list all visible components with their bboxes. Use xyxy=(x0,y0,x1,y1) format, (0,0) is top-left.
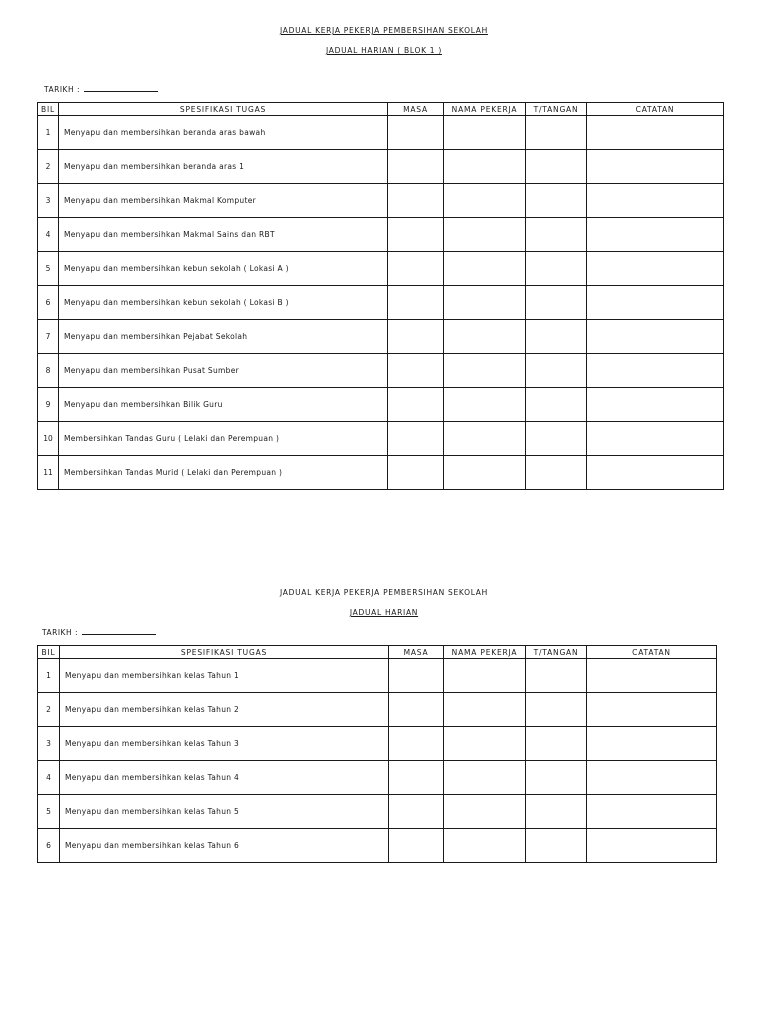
tandatangan-cell[interactable] xyxy=(526,252,587,286)
table-row xyxy=(38,252,724,286)
column-header: CATATAN xyxy=(587,646,717,659)
catatan-cell[interactable] xyxy=(587,422,724,456)
tandatangan-cell[interactable] xyxy=(526,218,587,252)
table-row xyxy=(38,829,717,863)
tandatangan-cell[interactable] xyxy=(526,150,587,184)
table-row xyxy=(38,320,724,354)
section1-title: JADUAL KERJA PEKERJA PEMBERSIHAN SEKOLAH xyxy=(280,26,488,35)
masa-cell[interactable] xyxy=(388,354,444,388)
section2-subtitle: JADUAL HARIAN xyxy=(349,608,419,617)
row-number: 3 xyxy=(38,727,60,761)
catatan-cell[interactable] xyxy=(587,116,724,150)
row-number: 2 xyxy=(38,150,59,184)
task-description: Menyapu dan membersihkan kelas Tahun 1 xyxy=(60,659,389,693)
nama-pekerja-cell[interactable] xyxy=(444,456,526,490)
catatan-cell[interactable] xyxy=(587,184,724,218)
masa-cell[interactable] xyxy=(388,184,444,218)
nama-pekerja-cell[interactable] xyxy=(444,422,526,456)
column-header: MASA xyxy=(388,103,444,116)
masa-cell[interactable] xyxy=(388,320,444,354)
row-number: 3 xyxy=(38,184,59,218)
catatan-cell[interactable] xyxy=(587,286,724,320)
task-description: Membersihkan Tandas Murid ( Lelaki dan Perempuan ) xyxy=(59,456,388,490)
nama-pekerja-cell[interactable] xyxy=(444,252,526,286)
masa-cell[interactable] xyxy=(388,116,444,150)
row-number: 1 xyxy=(38,116,59,150)
nama-pekerja-cell[interactable] xyxy=(444,184,526,218)
table-row xyxy=(38,218,724,252)
section2-date xyxy=(42,627,156,637)
table-row xyxy=(38,456,724,490)
tandatangan-cell[interactable] xyxy=(526,116,587,150)
column-header: SPESIFIKASI TUGAS xyxy=(59,103,388,116)
row-number: 6 xyxy=(38,829,60,863)
nama-pekerja-cell[interactable] xyxy=(444,354,526,388)
masa-cell[interactable] xyxy=(389,829,444,863)
task-description: Menyapu dan membersihkan beranda aras 1 xyxy=(59,150,388,184)
catatan-cell[interactable] xyxy=(587,218,724,252)
section2-date-field[interactable] xyxy=(82,627,156,635)
row-number: 7 xyxy=(38,320,59,354)
column-header: CATATAN xyxy=(587,103,724,116)
task-description: Menyapu dan membersihkan kebun sekolah ( Lokasi B ) xyxy=(59,286,388,320)
row-number: 2 xyxy=(38,693,60,727)
nama-pekerja-cell[interactable] xyxy=(444,761,526,795)
table-row xyxy=(38,659,717,693)
task-description: Menyapu dan membersihkan beranda aras bawah xyxy=(59,116,388,150)
section1-subtitle: JADUAL HARIAN ( BLOK 1 ) xyxy=(326,46,442,55)
masa-cell[interactable] xyxy=(388,388,444,422)
section2-table xyxy=(37,645,717,863)
masa-cell[interactable] xyxy=(389,727,444,761)
section2-date-label: TARIKH : xyxy=(42,628,79,637)
column-header: BIL xyxy=(38,103,59,116)
row-number: 4 xyxy=(38,218,59,252)
masa-cell[interactable] xyxy=(388,456,444,490)
row-number: 9 xyxy=(38,388,59,422)
table-row xyxy=(38,150,724,184)
masa-cell[interactable] xyxy=(388,150,444,184)
nama-pekerja-cell[interactable] xyxy=(444,829,526,863)
tandatangan-cell[interactable] xyxy=(526,422,587,456)
row-number: 8 xyxy=(38,354,59,388)
catatan-cell[interactable] xyxy=(587,693,717,727)
catatan-cell[interactable] xyxy=(587,829,717,863)
table-row xyxy=(38,354,724,388)
task-description: Menyapu dan membersihkan kelas Tahun 2 xyxy=(60,693,389,727)
nama-pekerja-cell[interactable] xyxy=(444,693,526,727)
task-description: Menyapu dan membersihkan Makmal Komputer xyxy=(59,184,388,218)
task-description: Menyapu dan membersihkan kelas Tahun 3 xyxy=(60,727,389,761)
table-row xyxy=(38,727,717,761)
tandatangan-cell[interactable] xyxy=(526,456,587,490)
table-row xyxy=(38,184,724,218)
catatan-cell[interactable] xyxy=(587,150,724,184)
catatan-cell[interactable] xyxy=(587,252,724,286)
task-description: Menyapu dan membersihkan kelas Tahun 6 xyxy=(60,829,389,863)
task-description: Menyapu dan membersihkan Pusat Sumber xyxy=(59,354,388,388)
masa-cell[interactable] xyxy=(388,218,444,252)
column-header: BIL xyxy=(38,646,60,659)
column-header: MASA xyxy=(389,646,444,659)
table-row xyxy=(38,761,717,795)
section1-date-label: TARIKH : xyxy=(44,85,81,94)
nama-pekerja-cell[interactable] xyxy=(444,727,526,761)
column-header: NAMA PEKERJA xyxy=(444,646,526,659)
catatan-cell[interactable] xyxy=(587,727,717,761)
nama-pekerja-cell[interactable] xyxy=(444,218,526,252)
tandatangan-cell[interactable] xyxy=(526,354,587,388)
masa-cell[interactable] xyxy=(389,795,444,829)
catatan-cell[interactable] xyxy=(587,354,724,388)
section2-title: JADUAL KERJA PEKERJA PEMBERSIHAN SEKOLAH xyxy=(280,588,488,597)
tandatangan-cell[interactable] xyxy=(526,286,587,320)
masa-cell[interactable] xyxy=(389,761,444,795)
task-description: Menyapu dan membersihkan Makmal Sains dan RBT xyxy=(59,218,388,252)
nama-pekerja-cell[interactable] xyxy=(444,659,526,693)
table-row xyxy=(38,693,717,727)
tandatangan-cell[interactable] xyxy=(526,727,587,761)
catatan-cell[interactable] xyxy=(587,456,724,490)
catatan-cell[interactable] xyxy=(587,795,717,829)
row-number: 10 xyxy=(38,422,59,456)
masa-cell[interactable] xyxy=(389,659,444,693)
section1-table xyxy=(37,102,724,490)
tandatangan-cell[interactable] xyxy=(526,388,587,422)
masa-cell[interactable] xyxy=(389,693,444,727)
masa-cell[interactable] xyxy=(388,286,444,320)
row-number: 5 xyxy=(38,795,60,829)
tandatangan-cell[interactable] xyxy=(526,320,587,354)
column-header: T/TANGAN xyxy=(526,646,587,659)
section1-date-field[interactable] xyxy=(84,84,158,92)
nama-pekerja-cell[interactable] xyxy=(444,320,526,354)
catatan-cell[interactable] xyxy=(587,761,717,795)
row-number: 5 xyxy=(38,252,59,286)
catatan-cell[interactable] xyxy=(587,320,724,354)
nama-pekerja-cell[interactable] xyxy=(444,795,526,829)
column-header: NAMA PEKERJA xyxy=(444,103,526,116)
nama-pekerja-cell[interactable] xyxy=(444,116,526,150)
table-row xyxy=(38,286,724,320)
nama-pekerja-cell[interactable] xyxy=(444,286,526,320)
tandatangan-cell[interactable] xyxy=(526,693,587,727)
tandatangan-cell[interactable] xyxy=(526,795,587,829)
table-row xyxy=(38,116,724,150)
task-description: Menyapu dan membersihkan kebun sekolah ( Lokasi A ) xyxy=(59,252,388,286)
tandatangan-cell[interactable] xyxy=(526,184,587,218)
tandatangan-cell[interactable] xyxy=(526,829,587,863)
catatan-cell[interactable] xyxy=(587,388,724,422)
masa-cell[interactable] xyxy=(388,422,444,456)
task-description: Membersihkan Tandas Guru ( Lelaki dan Perempuan ) xyxy=(59,422,388,456)
tandatangan-cell[interactable] xyxy=(526,761,587,795)
section1-date xyxy=(44,84,158,94)
row-number: 11 xyxy=(38,456,59,490)
tandatangan-cell[interactable] xyxy=(526,659,587,693)
task-description: Menyapu dan membersihkan Bilik Guru xyxy=(59,388,388,422)
column-header: SPESIFIKASI TUGAS xyxy=(60,646,389,659)
row-number: 6 xyxy=(38,286,59,320)
table-row xyxy=(38,795,717,829)
column-header: T/TANGAN xyxy=(526,103,587,116)
task-description: Menyapu dan membersihkan kelas Tahun 5 xyxy=(60,795,389,829)
row-number: 4 xyxy=(38,761,60,795)
masa-cell[interactable] xyxy=(388,252,444,286)
catatan-cell[interactable] xyxy=(587,659,717,693)
task-description: Menyapu dan membersihkan Pejabat Sekolah xyxy=(59,320,388,354)
nama-pekerja-cell[interactable] xyxy=(444,388,526,422)
nama-pekerja-cell[interactable] xyxy=(444,150,526,184)
task-description: Menyapu dan membersihkan kelas Tahun 4 xyxy=(60,761,389,795)
row-number: 1 xyxy=(38,659,60,693)
table-row xyxy=(38,388,724,422)
table-row xyxy=(38,422,724,456)
